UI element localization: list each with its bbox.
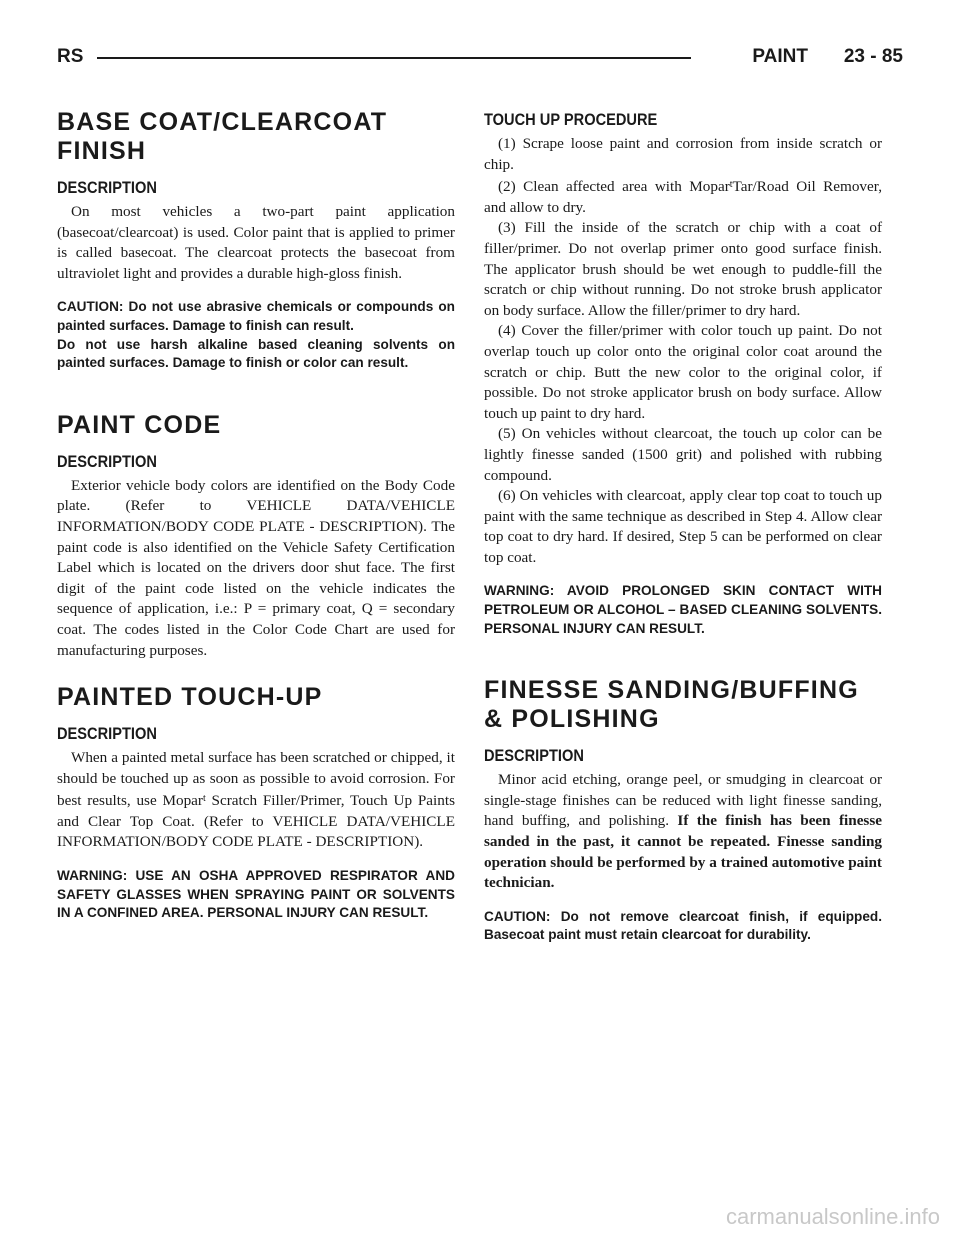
finesse-description-heading: DESCRIPTION <box>484 746 584 766</box>
page-header <box>57 44 903 72</box>
finesse-caution: CAUTION: Do not remove clearcoat finish, if equipped. Basecoat paint must retain clearcoat for durability. <box>484 908 882 943</box>
procedure-step-2 <box>484 175 882 218</box>
base-coat-description-heading: DESCRIPTION <box>57 178 157 197</box>
painted-touch-up-warning: WARNING: USE AN OSHA APPROVED RESPIRATOR AND SAFETY GLASSES WHEN SPRAYING PAINT OR SOLVENTS IN A CONFINED AREA. PERSONAL INJURY CAN RESULT. <box>57 868 455 921</box>
procedure-step-1: (1) Scrape loose paint and corrosion from inside scratch or chip. <box>484 135 882 173</box>
base-coat-caution-1: CAUTION: Do not use abrasive chemicals or compounds on painted surfaces. Damage to finish can result. <box>57 299 455 333</box>
painted-touch-up-description-heading: DESCRIPTION <box>57 724 157 744</box>
base-coat-title: BASE COAT/CLEARCOAT FINISH <box>57 108 388 165</box>
header-section: PAINT <box>752 46 808 67</box>
touch-up-procedure-heading: TOUCH UP PROCEDURE <box>484 110 658 129</box>
trademark-mark: t <box>202 793 206 805</box>
procedure-step-4: (4) Cover the filler/primer with color touch up paint. Do not overlap touch up color onto the original color coat around the scratch or chip. Butt the new color to the original color, if possible. Do not stroke applicator brush on body surface. Allow touch up paint to dry hard. <box>484 322 882 422</box>
header-model: RS <box>57 46 84 67</box>
step-2-text-b: Tar/Road Oil Remover, and allow to dry. <box>484 178 882 216</box>
touch-up-text-b: Scratch Filler/Primer, Touch Up Paints and Clear Top Coat. (Refer to VEHICLE DATA/VEHICLE INFORMATION/BODY CODE PLATE - DESCRIPTION). <box>57 792 455 851</box>
finesse-sanding-title: FINESSE SANDING/BUFFING & POLISHING <box>484 676 859 734</box>
step-2-text-a: (2) Clean affected area with Mopar <box>498 178 730 196</box>
right-column <box>484 110 882 945</box>
touch-up-text-a: When a painted metal surface has been scratched or chipped, it should be touched up as soon as possible to avoid corrosion. For best results, use Mopar <box>57 749 455 810</box>
header-page-number: 23 - 85 <box>843 46 903 67</box>
base-coat-description-text: On most vehicles a two-part paint application (basecoat/clearcoat) is used. Color paint that is applied to primer is called basecoat. The clearcoat protects the basecoat from ultraviolet light and provides a durable high-gloss finish. <box>57 203 455 282</box>
base-coat-caution-2: Do not use harsh alkaline based cleaning solvents on painted surfaces. Damage to finish or color can result. <box>57 336 455 371</box>
paint-code-title: PAINT CODE <box>57 410 222 439</box>
trademark-mark: t <box>729 179 733 191</box>
base-coat-caution <box>57 298 455 372</box>
procedure-step-3: (3) Fill the inside of the scratch or chip with a coat of filler/primer. Do not overlap primer onto good surface finish. The applicator brush should be wet enough to puddle-fill the scratch or chip without running. Do not stroke brush applicator on body surface. Allow the filler/primer to dry hard. <box>484 219 882 319</box>
procedure-warning: WARNING: AVOID PROLONGED SKIN CONTACT WITH PETROLEUM OR ALCOHOL – BASED CLEANING SOLVENTS. PERSONAL INJURY CAN RESULT. <box>484 583 882 636</box>
finesse-text-a: Minor acid etching, orange peel, or smudging in clearcoat or single-stage finishes can be reduced with light finesse sanding, hand buffing, and polishing. <box>484 771 882 830</box>
paint-code-description-heading: DESCRIPTION <box>57 451 157 471</box>
finesse-text-bold: If the finish has been finesse sanded in the past, it cannot be repeated. Finesse sanding operation should be performed by a trained automotive paint technician. <box>484 812 882 892</box>
paint-code-description-text: Exterior vehicle body colors are identified on the Body Code plate. (Refer to VEHICLE DATA/VEHICLE INFORMATION/BODY CODE PLATE - DESCRIPTION). The paint code is also identified on the Vehicle Safety Certification Label which is located on the drivers door shut face. The first digit of the paint code listed on the vehicle indicates the sequence of application, i.e.: P = primary coat, Q = secondary coat. The codes listed in the Color Code Chart are used for manufacturing purposes. <box>57 476 455 659</box>
left-column <box>57 108 455 923</box>
painted-touch-up-title: PAINTED TOUCH-UP <box>57 683 323 712</box>
header-rule <box>97 57 691 59</box>
finesse-description-text <box>484 770 882 894</box>
procedure-step-6: (6) On vehicles with clearcoat, apply clear top coat to touch up paint with the same technique as described in Step 4. Allow clear top coat to dry hard. If desired, Step 5 can be performed on clear top coat. <box>484 487 882 566</box>
painted-touch-up-description-text <box>57 748 455 853</box>
procedure-step-5: (5) On vehicles without clearcoat, the touch up color can be lightly finesse sanded (1500 grit) and polished with rubbing compound. <box>484 425 882 484</box>
watermark: carmanualsonline.info <box>725 1204 940 1229</box>
